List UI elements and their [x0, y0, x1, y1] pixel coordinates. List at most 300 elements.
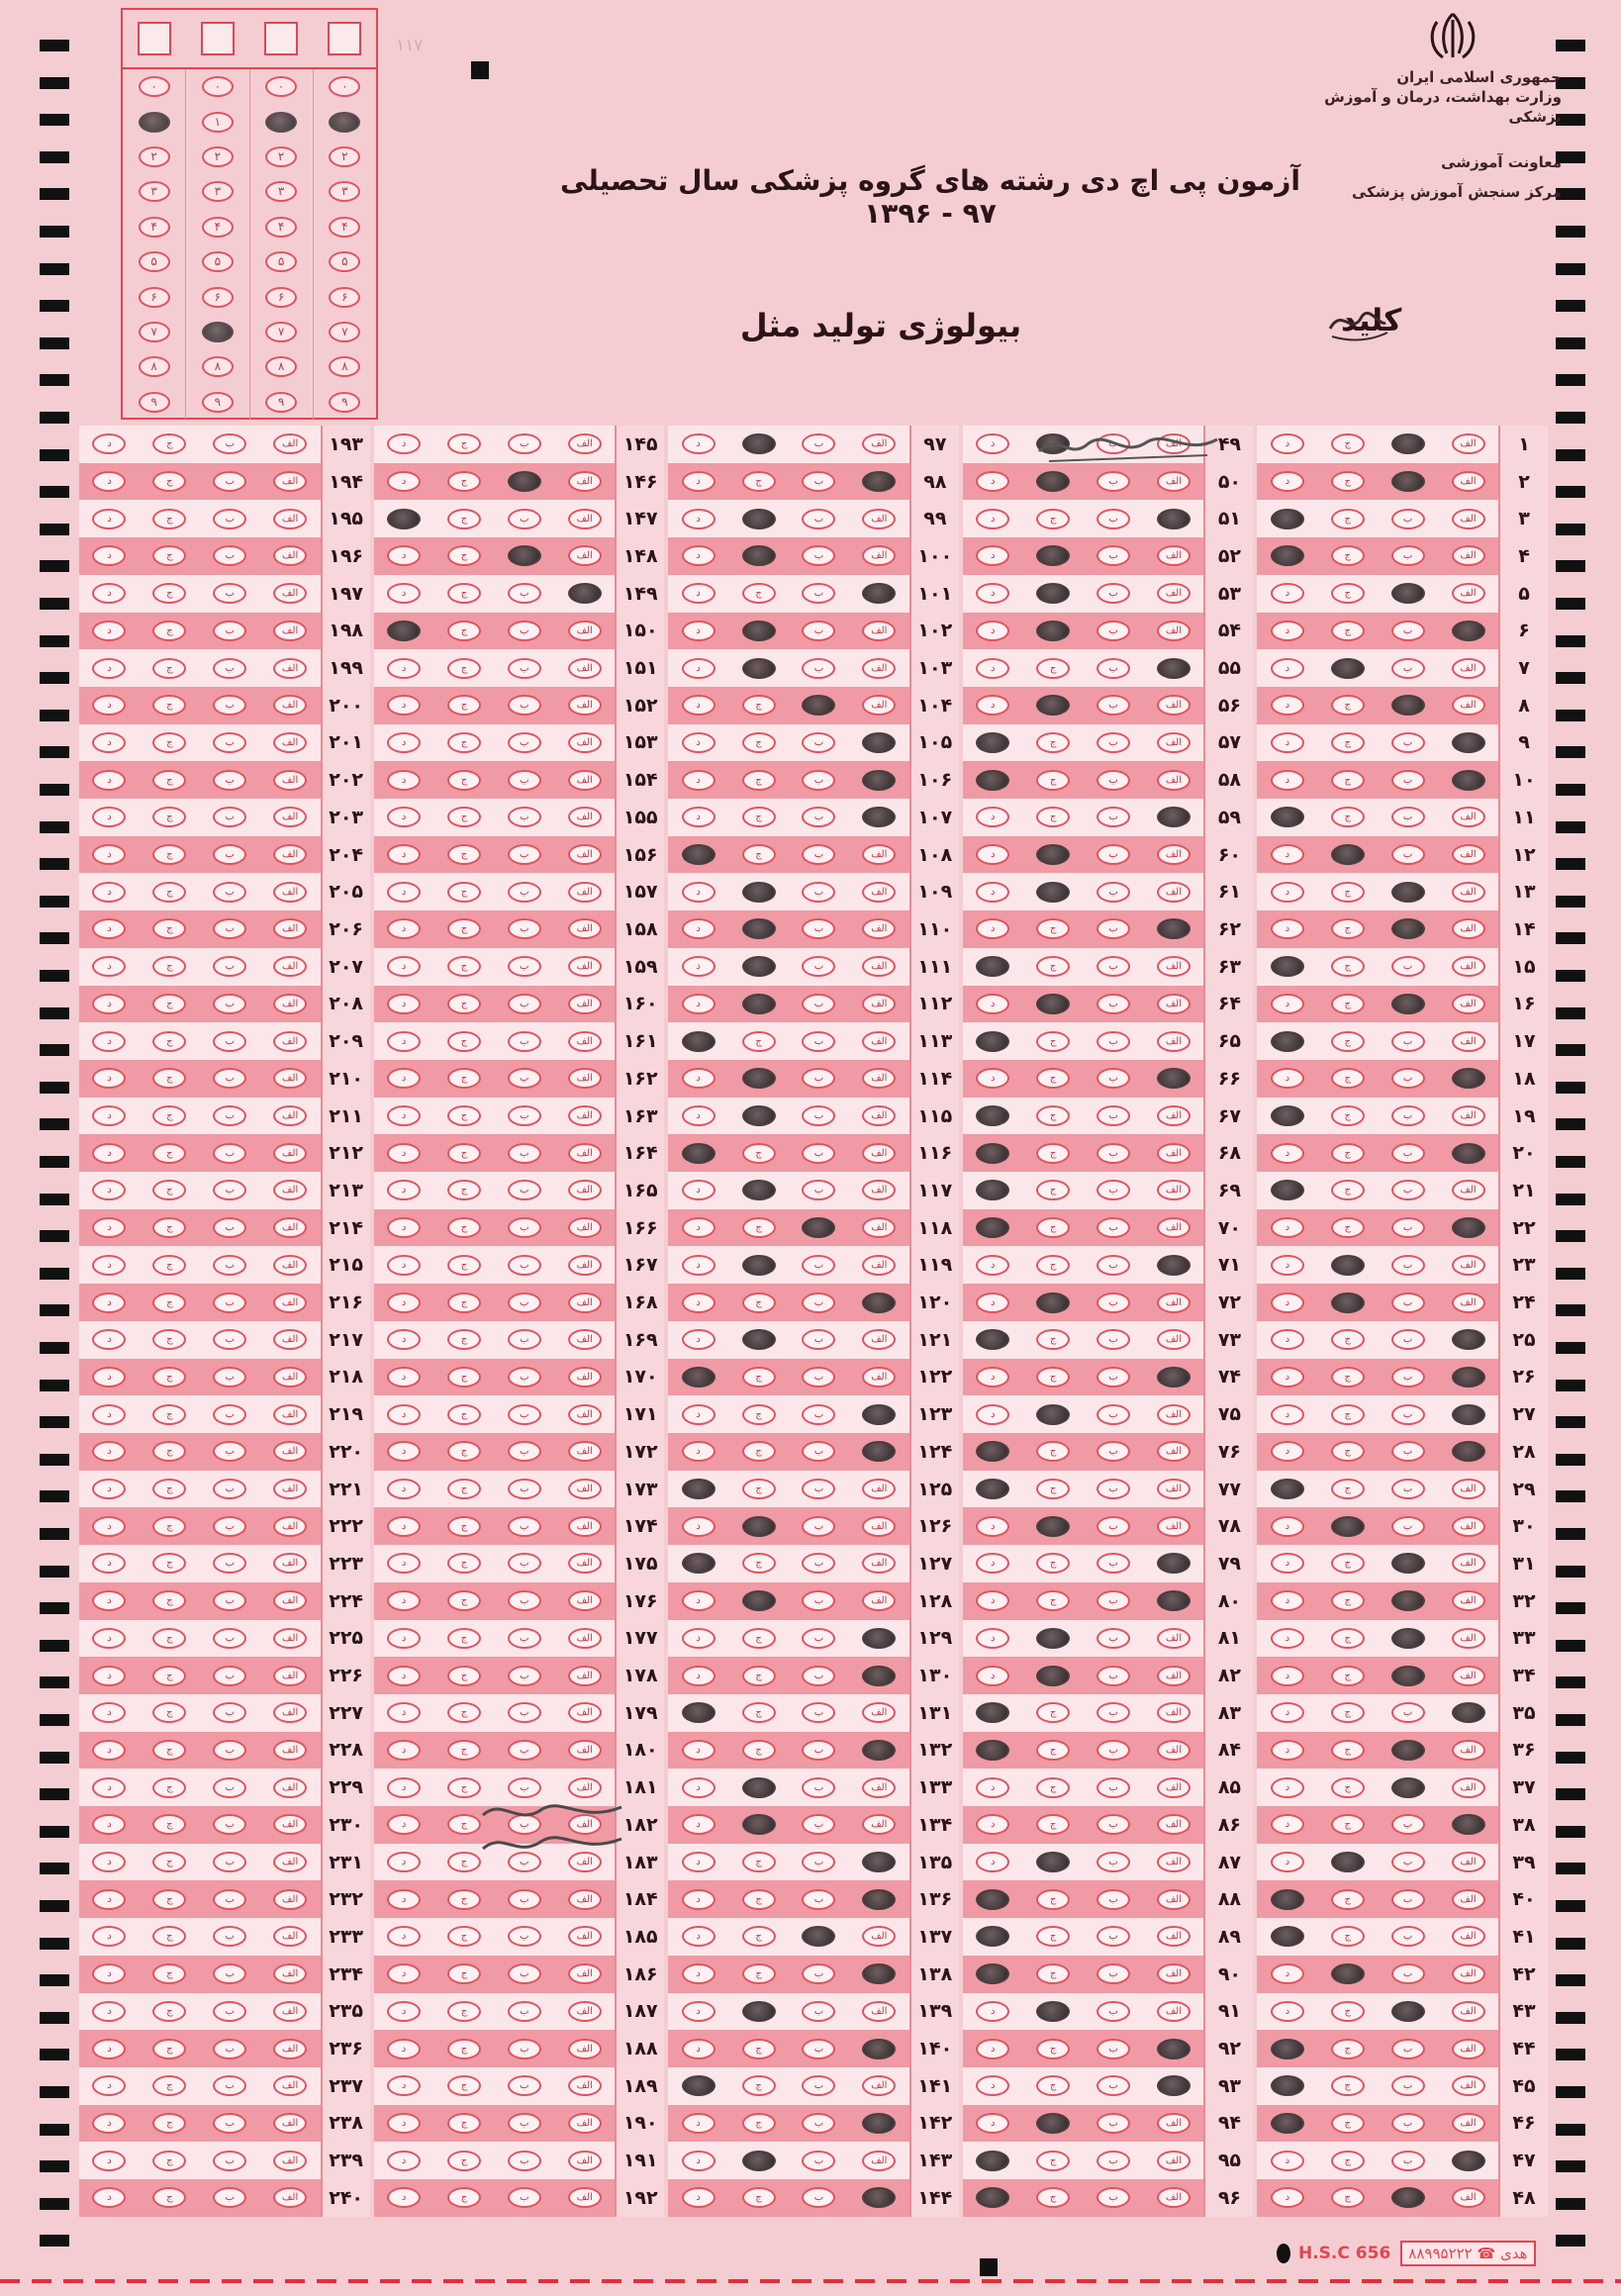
answer-bubble[interactable]: الف	[862, 1068, 896, 1089]
answer-bubble[interactable]: د	[1271, 732, 1304, 753]
answer-bubble[interactable]: د	[92, 1143, 126, 1164]
answer-bubble[interactable]: الف	[273, 1217, 307, 1238]
answer-bubble[interactable]: د	[976, 583, 1009, 604]
answer-bubble[interactable]: ب	[213, 1516, 246, 1537]
answer-bubble[interactable]: الف	[1157, 1143, 1191, 1164]
answer-bubble[interactable]: د	[682, 1441, 715, 1462]
answer-bubble[interactable]	[1157, 1590, 1191, 1611]
answer-bubble[interactable]	[1452, 1217, 1485, 1238]
answer-bubble[interactable]: الف	[568, 1143, 602, 1164]
answer-bubble[interactable]	[862, 1441, 896, 1462]
answer-bubble[interactable]: ب	[1391, 1889, 1425, 1910]
answer-bubble[interactable]: الف	[1157, 1031, 1191, 1052]
answer-bubble[interactable]	[976, 1180, 1009, 1200]
answer-bubble[interactable]	[976, 1031, 1009, 1052]
answer-bubble[interactable]	[976, 1217, 1009, 1238]
answer-bubble[interactable]: ب	[213, 1814, 246, 1835]
answer-bubble[interactable]: د	[387, 918, 421, 939]
answer-bubble[interactable]: د	[92, 2151, 126, 2171]
answer-bubble[interactable]: ب	[1097, 1255, 1130, 1276]
answer-bubble[interactable]: ب	[802, 1590, 835, 1611]
answer-bubble[interactable]	[387, 621, 421, 641]
answer-bubble[interactable]: الف	[568, 994, 602, 1014]
answer-bubble[interactable]: ج	[1036, 509, 1070, 529]
answer-bubble[interactable]: الف	[568, 1553, 602, 1574]
answer-bubble[interactable]: الف	[1157, 1329, 1191, 1350]
answer-bubble[interactable]	[1452, 732, 1485, 753]
answer-bubble[interactable]: ب	[213, 1143, 246, 1164]
answer-bubble[interactable]: الف	[273, 2113, 307, 2134]
answer-bubble[interactable]: ج	[1036, 658, 1070, 679]
answer-bubble[interactable]: ج	[742, 1404, 776, 1425]
answer-bubble[interactable]: د	[976, 994, 1009, 1014]
answer-bubble[interactable]: ب	[802, 583, 835, 604]
answer-bubble[interactable]	[1271, 1105, 1304, 1126]
answer-bubble[interactable]: ب	[1097, 732, 1130, 753]
answer-bubble[interactable]	[742, 918, 776, 939]
answer-bubble[interactable]: الف	[1452, 471, 1485, 492]
answer-bubble[interactable]: د	[682, 882, 715, 903]
answer-bubble[interactable]: د	[976, 1553, 1009, 1574]
answer-bubble[interactable]: ج	[742, 1702, 776, 1723]
answer-bubble[interactable]: د	[976, 882, 1009, 903]
answer-bubble[interactable]: ج	[447, 583, 481, 604]
answer-bubble[interactable]: ج	[447, 1516, 481, 1537]
answer-bubble[interactable]: ب	[1097, 770, 1130, 791]
answer-bubble[interactable]: الف	[862, 844, 896, 865]
answer-bubble[interactable]: ج	[1036, 1702, 1070, 1723]
answer-bubble[interactable]: د	[387, 1441, 421, 1462]
answer-bubble[interactable]: الف	[273, 1553, 307, 1574]
answer-bubble[interactable]: الف	[568, 882, 602, 903]
answer-bubble[interactable]: ب	[1391, 807, 1425, 827]
answer-bubble[interactable]: د	[92, 1590, 126, 1611]
answer-bubble[interactable]	[1452, 2151, 1485, 2171]
answer-bubble[interactable]: ب	[1097, 2151, 1130, 2171]
answer-bubble[interactable]: ب	[1391, 1814, 1425, 1835]
answer-bubble[interactable]: ج	[1331, 2001, 1365, 2022]
answer-bubble[interactable]: الف	[273, 583, 307, 604]
answer-bubble[interactable]: الف	[1157, 1777, 1191, 1798]
answer-bubble[interactable]: الف	[1157, 1217, 1191, 1238]
answer-bubble[interactable]: د	[387, 658, 421, 679]
answer-bubble[interactable]: ب	[1097, 1590, 1130, 1611]
answer-bubble[interactable]: ب	[213, 2039, 246, 2059]
answer-bubble[interactable]	[682, 1553, 715, 1574]
answer-bubble[interactable]: ج	[1331, 1479, 1365, 1499]
id-digit-bubble[interactable]: ۵	[139, 251, 170, 272]
answer-bubble[interactable]: الف	[1157, 2113, 1191, 2134]
answer-bubble[interactable]: ج	[152, 1180, 186, 1200]
answer-bubble[interactable]: ب	[508, 2151, 541, 2171]
answer-bubble[interactable]: ب	[802, 1889, 835, 1910]
answer-bubble[interactable]: ب	[508, 1068, 541, 1089]
answer-bubble[interactable]: ج	[152, 1441, 186, 1462]
id-digit-bubble[interactable]: ۲	[265, 146, 297, 167]
answer-bubble[interactable]	[742, 1590, 776, 1611]
answer-bubble[interactable]: ج	[152, 1292, 186, 1313]
answer-bubble[interactable]: الف	[273, 1479, 307, 1499]
answer-bubble[interactable]: ب	[1391, 1963, 1425, 1984]
answer-bubble[interactable]: ج	[1331, 1217, 1365, 1238]
answer-bubble[interactable]: د	[92, 1926, 126, 1947]
answer-bubble[interactable]	[1391, 882, 1425, 903]
answer-bubble[interactable]: د	[1271, 994, 1304, 1014]
answer-bubble[interactable]: ب	[213, 621, 246, 641]
answer-bubble[interactable]: ب	[802, 2001, 835, 2022]
answer-bubble[interactable]: الف	[568, 658, 602, 679]
answer-bubble[interactable]	[742, 658, 776, 679]
answer-bubble[interactable]: ب	[1391, 1479, 1425, 1499]
answer-bubble[interactable]: الف	[273, 918, 307, 939]
answer-bubble[interactable]: د	[92, 2075, 126, 2096]
answer-bubble[interactable]: د	[387, 1926, 421, 1947]
answer-bubble[interactable]: ب	[1391, 1404, 1425, 1425]
answer-bubble[interactable]: د	[976, 1068, 1009, 1089]
answer-bubble[interactable]: ب	[508, 1702, 541, 1723]
answer-bubble[interactable]: ج	[1036, 2151, 1070, 2171]
answer-bubble[interactable]: ج	[152, 956, 186, 977]
answer-bubble[interactable]: د	[92, 1553, 126, 1574]
answer-bubble[interactable]: ب	[508, 956, 541, 977]
answer-bubble[interactable]	[1036, 1666, 1070, 1686]
answer-bubble[interactable]: الف	[1157, 1404, 1191, 1425]
answer-bubble[interactable]: ج	[152, 1889, 186, 1910]
answer-bubble[interactable]: د	[92, 1292, 126, 1313]
answer-bubble[interactable]: ب	[508, 807, 541, 827]
answer-bubble[interactable]: الف	[1452, 1963, 1485, 1984]
answer-bubble[interactable]: ب	[1391, 732, 1425, 753]
answer-bubble[interactable]: الف	[568, 1329, 602, 1350]
answer-bubble[interactable]: الف	[273, 1926, 307, 1947]
answer-bubble[interactable]: د	[976, 844, 1009, 865]
answer-bubble[interactable]: ب	[1097, 2187, 1130, 2208]
answer-bubble[interactable]: د	[1271, 1590, 1304, 1611]
answer-bubble[interactable]: الف	[1157, 1814, 1191, 1835]
answer-bubble[interactable]: الف	[568, 1479, 602, 1499]
answer-bubble[interactable]	[742, 1105, 776, 1126]
answer-bubble[interactable]: الف	[862, 1590, 896, 1611]
answer-bubble[interactable]	[976, 1963, 1009, 1984]
answer-bubble[interactable]: ج	[152, 433, 186, 454]
answer-bubble[interactable]: ج	[447, 509, 481, 529]
answer-bubble[interactable]: الف	[273, 1068, 307, 1089]
answer-bubble[interactable]	[976, 1441, 1009, 1462]
answer-bubble[interactable]: د	[1271, 1367, 1304, 1387]
answer-bubble[interactable]: د	[682, 2151, 715, 2171]
answer-bubble[interactable]: د	[976, 471, 1009, 492]
answer-bubble[interactable]	[1157, 1068, 1191, 1089]
answer-bubble[interactable]: د	[387, 956, 421, 977]
answer-bubble[interactable]: ب	[802, 2075, 835, 2096]
answer-bubble[interactable]: ب	[508, 1143, 541, 1164]
answer-bubble[interactable]: ج	[152, 882, 186, 903]
answer-bubble[interactable]: ج	[1331, 2113, 1365, 2134]
answer-bubble[interactable]: ب	[213, 1180, 246, 1200]
answer-bubble[interactable]: د	[682, 471, 715, 492]
answer-bubble[interactable]: ب	[1097, 2075, 1130, 2096]
answer-bubble[interactable]: الف	[568, 1590, 602, 1611]
answer-bubble[interactable]: د	[92, 1889, 126, 1910]
answer-bubble[interactable]: د	[976, 1590, 1009, 1611]
answer-bubble[interactable]: ب	[508, 2039, 541, 2059]
answer-bubble[interactable]: ج	[447, 1031, 481, 1052]
answer-bubble[interactable]: د	[387, 1740, 421, 1761]
answer-bubble[interactable]: د	[1271, 658, 1304, 679]
answer-bubble[interactable]: د	[682, 545, 715, 566]
answer-bubble[interactable]: د	[92, 770, 126, 791]
answer-bubble[interactable]: د	[1271, 1516, 1304, 1537]
answer-bubble[interactable]: الف	[1452, 1740, 1485, 1761]
answer-bubble[interactable]: د	[682, 2039, 715, 2059]
answer-bubble[interactable]: الف	[862, 1255, 896, 1276]
answer-bubble[interactable]: الف	[568, 1702, 602, 1723]
answer-bubble[interactable]: د	[387, 695, 421, 716]
answer-bubble[interactable]: د	[387, 770, 421, 791]
answer-bubble[interactable]: د	[682, 1777, 715, 1798]
answer-bubble[interactable]: ج	[152, 1255, 186, 1276]
answer-bubble[interactable]	[1271, 1889, 1304, 1910]
answer-bubble[interactable]	[1036, 1628, 1070, 1649]
answer-bubble[interactable]	[1157, 2039, 1191, 2059]
answer-bubble[interactable]	[976, 2187, 1009, 2208]
answer-bubble[interactable]: ب	[1391, 1926, 1425, 1947]
answer-bubble[interactable]: د	[387, 1777, 421, 1798]
answer-bubble[interactable]: د	[976, 1404, 1009, 1425]
answer-bubble[interactable]: الف	[273, 1404, 307, 1425]
answer-bubble[interactable]: ج	[152, 732, 186, 753]
answer-bubble[interactable]: ب	[213, 1963, 246, 1984]
answer-bubble[interactable]: ج	[742, 1628, 776, 1649]
answer-bubble[interactable]: الف	[1157, 1702, 1191, 1723]
answer-bubble[interactable]: ج	[447, 844, 481, 865]
answer-bubble[interactable]: ج	[1331, 621, 1365, 641]
answer-bubble[interactable]: ب	[508, 1516, 541, 1537]
answer-bubble[interactable]: الف	[568, 1367, 602, 1387]
answer-bubble[interactable]: ب	[1391, 1367, 1425, 1387]
answer-bubble[interactable]: ب	[213, 1628, 246, 1649]
answer-bubble[interactable]: ب	[213, 471, 246, 492]
answer-bubble[interactable]: د	[92, 844, 126, 865]
answer-bubble[interactable]	[1452, 1329, 1485, 1350]
answer-bubble[interactable]: ب	[802, 1516, 835, 1537]
answer-bubble[interactable]: الف	[1452, 882, 1485, 903]
answer-bubble[interactable]: ج	[1036, 1814, 1070, 1835]
answer-bubble[interactable]: ج	[1036, 1329, 1070, 1350]
answer-bubble[interactable]	[1036, 1516, 1070, 1537]
answer-bubble[interactable]	[1271, 2039, 1304, 2059]
answer-bubble[interactable]: الف	[862, 433, 896, 454]
answer-bubble[interactable]: ج	[447, 2151, 481, 2171]
answer-bubble[interactable]: ب	[508, 1367, 541, 1387]
id-digit-bubble[interactable]: ۵	[265, 251, 297, 272]
answer-bubble[interactable]: ج	[152, 1628, 186, 1649]
answer-bubble[interactable]: د	[1271, 1217, 1304, 1238]
answer-bubble[interactable]: د	[92, 1666, 126, 1686]
answer-bubble[interactable]: ج	[742, 583, 776, 604]
answer-bubble[interactable]	[862, 2039, 896, 2059]
answer-bubble[interactable]: د	[682, 1628, 715, 1649]
answer-bubble[interactable]: ب	[1391, 1143, 1425, 1164]
answer-bubble[interactable]: الف	[273, 1441, 307, 1462]
answer-bubble[interactable]: د	[1271, 770, 1304, 791]
answer-bubble[interactable]: د	[682, 1889, 715, 1910]
answer-bubble[interactable]: د	[387, 2187, 421, 2208]
answer-bubble[interactable]: ج	[447, 1553, 481, 1574]
answer-bubble[interactable]: ب	[1097, 1666, 1130, 1686]
answer-bubble[interactable]: الف	[1452, 1255, 1485, 1276]
answer-bubble[interactable]: الف	[862, 2151, 896, 2171]
answer-bubble[interactable]: د	[1271, 2187, 1304, 2208]
answer-bubble[interactable]: د	[92, 695, 126, 716]
answer-bubble[interactable]: ج	[447, 2001, 481, 2022]
answer-bubble[interactable]: د	[682, 621, 715, 641]
answer-bubble[interactable]: ج	[1331, 1889, 1365, 1910]
id-digit-bubble[interactable]: ۳	[202, 181, 234, 202]
answer-bubble[interactable]: د	[387, 2151, 421, 2171]
answer-bubble[interactable]: ج	[152, 918, 186, 939]
answer-bubble[interactable]	[976, 1740, 1009, 1761]
id-digit-bubble[interactable]: ۰	[139, 76, 170, 97]
answer-bubble[interactable]: د	[1271, 1963, 1304, 1984]
id-digit-bubble[interactable]: ۸	[329, 356, 360, 377]
answer-bubble[interactable]: ج	[1331, 471, 1365, 492]
answer-bubble[interactable]: ج	[152, 1926, 186, 1947]
answer-bubble[interactable]: ج	[447, 1814, 481, 1835]
answer-bubble[interactable]: الف	[1157, 1479, 1191, 1499]
answer-bubble[interactable]: د	[92, 918, 126, 939]
id-digit-bubble[interactable]: ۹	[329, 392, 360, 413]
answer-bubble[interactable]: د	[1271, 1702, 1304, 1723]
id-digit-bubble[interactable]: ۶	[139, 287, 170, 308]
answer-bubble[interactable]: ج	[1036, 1963, 1070, 1984]
answer-bubble[interactable]: الف	[273, 471, 307, 492]
answer-bubble[interactable]: ج	[1036, 1889, 1070, 1910]
answer-bubble[interactable]	[976, 732, 1009, 753]
answer-bubble[interactable]: ب	[213, 1553, 246, 1574]
answer-bubble[interactable]: ب	[1391, 1255, 1425, 1276]
answer-bubble[interactable]: ب	[508, 2001, 541, 2022]
answer-bubble[interactable]: الف	[568, 956, 602, 977]
answer-bubble[interactable]: الف	[1452, 1666, 1485, 1686]
answer-bubble[interactable]: ج	[1331, 1329, 1365, 1350]
answer-bubble[interactable]: ب	[1391, 844, 1425, 865]
answer-bubble[interactable]	[862, 732, 896, 753]
answer-bubble[interactable]	[976, 1702, 1009, 1723]
answer-bubble[interactable]: د	[1271, 1814, 1304, 1835]
answer-bubble[interactable]: د	[92, 994, 126, 1014]
answer-bubble[interactable]	[1391, 1553, 1425, 1574]
answer-bubble[interactable]: ب	[213, 658, 246, 679]
answer-bubble[interactable]	[1452, 1404, 1485, 1425]
answer-bubble[interactable]: ب	[213, 1777, 246, 1798]
answer-bubble[interactable]	[1391, 918, 1425, 939]
answer-bubble[interactable]: ج	[1331, 545, 1365, 566]
answer-bubble[interactable]: الف	[862, 1180, 896, 1200]
answer-bubble[interactable]: ج	[1036, 1217, 1070, 1238]
answer-bubble[interactable]: ب	[1097, 1926, 1130, 1947]
answer-bubble[interactable]: الف	[862, 1926, 896, 1947]
answer-bubble[interactable]: الف	[568, 1889, 602, 1910]
answer-bubble[interactable]: ب	[1097, 1143, 1130, 1164]
answer-bubble[interactable]: د	[1271, 1068, 1304, 1089]
answer-bubble[interactable]: الف	[1452, 844, 1485, 865]
answer-bubble[interactable]: د	[682, 695, 715, 716]
answer-bubble[interactable]	[976, 956, 1009, 977]
answer-bubble[interactable]: ج	[1036, 2187, 1070, 2208]
answer-bubble[interactable]: الف	[862, 1143, 896, 1164]
answer-bubble[interactable]	[862, 471, 896, 492]
answer-bubble[interactable]	[682, 844, 715, 865]
answer-bubble[interactable]: ب	[1097, 1814, 1130, 1835]
answer-bubble[interactable]: د	[92, 2187, 126, 2208]
answer-bubble[interactable]: ج	[152, 1068, 186, 1089]
answer-bubble[interactable]: الف	[273, 882, 307, 903]
answer-bubble[interactable]	[1036, 844, 1070, 865]
answer-bubble[interactable]: ج	[742, 1963, 776, 1984]
answer-bubble[interactable]: الف	[1157, 695, 1191, 716]
answer-bubble[interactable]: ب	[213, 545, 246, 566]
answer-bubble[interactable]: ج	[152, 2001, 186, 2022]
answer-bubble[interactable]: الف	[273, 2039, 307, 2059]
answer-bubble[interactable]: د	[682, 1926, 715, 1947]
answer-bubble[interactable]: ب	[802, 1105, 835, 1126]
answer-bubble[interactable]: ج	[152, 1590, 186, 1611]
answer-bubble[interactable]: د	[1271, 1777, 1304, 1798]
answer-bubble[interactable]: الف	[1157, 1889, 1191, 1910]
answer-bubble[interactable]: د	[387, 732, 421, 753]
answer-bubble[interactable]: الف	[1452, 1031, 1485, 1052]
answer-bubble[interactable]: الف	[568, 1031, 602, 1052]
answer-bubble[interactable]: ج	[447, 621, 481, 641]
answer-bubble[interactable]: د	[976, 2075, 1009, 2096]
answer-bubble[interactable]: ج	[742, 732, 776, 753]
answer-bubble[interactable]: ج	[152, 1479, 186, 1499]
answer-bubble[interactable]: ب	[802, 433, 835, 454]
answer-bubble[interactable]: الف	[273, 2151, 307, 2171]
id-write-box[interactable]	[328, 22, 361, 55]
id-digit-bubble[interactable]: ۱	[202, 112, 234, 133]
answer-bubble[interactable]: ب	[1097, 1777, 1130, 1798]
answer-bubble[interactable]	[802, 1217, 835, 1238]
answer-bubble[interactable]: ب	[802, 1963, 835, 1984]
answer-bubble[interactable]: ج	[742, 1292, 776, 1313]
answer-bubble[interactable]: ج	[1036, 2039, 1070, 2059]
answer-bubble[interactable]	[1452, 1068, 1485, 1089]
answer-bubble[interactable]: ج	[1036, 2075, 1070, 2096]
answer-bubble[interactable]: د	[682, 770, 715, 791]
id-digit-bubble[interactable]	[202, 322, 234, 342]
answer-bubble[interactable]: ج	[447, 2075, 481, 2096]
answer-bubble[interactable]: ب	[1097, 807, 1130, 827]
answer-bubble[interactable]: د	[1271, 433, 1304, 454]
answer-bubble[interactable]: ب	[802, 956, 835, 977]
answer-bubble[interactable]: ج	[1036, 770, 1070, 791]
answer-bubble[interactable]: ج	[447, 1740, 481, 1761]
answer-bubble[interactable]: ب	[213, 918, 246, 939]
answer-bubble[interactable]	[1391, 1628, 1425, 1649]
answer-bubble[interactable]: ج	[447, 770, 481, 791]
answer-bubble[interactable]: د	[976, 658, 1009, 679]
answer-bubble[interactable]	[1391, 433, 1425, 454]
answer-bubble[interactable]: الف	[273, 621, 307, 641]
answer-bubble[interactable]: الف	[273, 545, 307, 566]
id-write-box[interactable]	[201, 22, 235, 55]
answer-bubble[interactable]: ب	[1097, 621, 1130, 641]
answer-bubble[interactable]: الف	[1452, 658, 1485, 679]
answer-bubble[interactable]	[1271, 2075, 1304, 2096]
answer-bubble[interactable]: د	[976, 2039, 1009, 2059]
